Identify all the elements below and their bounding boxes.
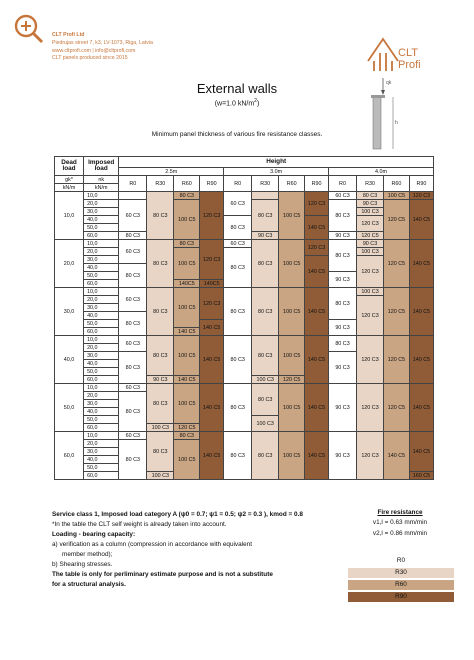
imposed-load-cell: 50,0	[84, 320, 119, 328]
thickness-cell: 80 C3	[119, 232, 147, 240]
thickness-cell: 90 C3	[357, 240, 384, 248]
thickness-cell: 80 C3	[147, 384, 174, 424]
header-class-r30: R30	[252, 176, 279, 192]
thickness-cell: 80 C3	[119, 264, 147, 288]
header-class-r90: R90	[200, 176, 224, 192]
thickness-cell: 80 C3	[252, 384, 279, 416]
thickness-cell: 120 C3	[357, 256, 384, 288]
wall-height-label: h	[395, 120, 398, 126]
thickness-cell: 80 C3	[119, 440, 147, 480]
note-disclaimer-2: for a structural analysis.	[52, 581, 126, 588]
dead-load-cell: 50,0	[55, 384, 84, 432]
imposed-load-cell: 60,0	[84, 424, 119, 432]
imposed-load-cell: 40,0	[84, 360, 119, 368]
page-subtitle	[0, 98, 474, 107]
fire-rate-2: v2,l = 0.86 mm/min	[372, 529, 428, 537]
legend-r90: R90	[348, 592, 454, 602]
thickness-cell: 80 C3	[329, 288, 357, 320]
header-class-r90: R90	[409, 176, 433, 192]
thickness-cell: 140 C5	[409, 240, 433, 288]
table-row	[55, 248, 434, 256]
logo-line-1: CLT	[398, 47, 418, 59]
unit-imposed: kN/m	[84, 184, 119, 192]
thickness-cell: 80 C3	[252, 200, 279, 232]
thickness-cell: 90 C3	[329, 384, 357, 432]
thickness-cell: 120 C3	[409, 192, 433, 200]
imposed-load-cell: 60,0	[84, 232, 119, 240]
thickness-cell: 100 C3	[252, 376, 279, 384]
thickness-cell: 80 C3	[252, 288, 279, 336]
thickness-cell: 80 C3	[224, 336, 252, 384]
header-dead-load: Dead load	[55, 157, 84, 176]
thickness-cell: 80 C3	[224, 432, 252, 480]
header-class-r30: R30	[147, 176, 174, 192]
dead-load-cell: 20,0	[55, 240, 84, 288]
header-class-r30: R30	[357, 176, 384, 192]
fire-resistance-legend	[340, 509, 460, 600]
brand-logo	[398, 47, 421, 71]
imposed-load-cell: 20,0	[84, 296, 119, 304]
imposed-load-cell: 30,0	[84, 256, 119, 264]
thickness-cell: 100 C5	[174, 336, 200, 376]
thickness-cell: 80 C3	[147, 288, 174, 336]
thickness-cell: 120 C3	[305, 240, 329, 256]
thickness-cell: 100 C5	[174, 200, 200, 240]
thickness-cell: 80 C3	[224, 248, 252, 288]
imposed-load-cell: 30,0	[84, 400, 119, 408]
thickness-cell: 120 C3	[357, 384, 384, 432]
thickness-cell: 90 C3	[329, 432, 357, 480]
company-web[interactable]: www.cltprofi.com | info@cltprofi.com	[52, 47, 136, 54]
thickness-cell: 120 C3	[200, 288, 224, 320]
thickness-cell: 140 C5	[409, 288, 433, 336]
thickness-cell: 140 C5	[305, 336, 329, 384]
imposed-load-cell: 30,0	[84, 352, 119, 360]
thickness-cell: 120 C3	[357, 432, 384, 480]
table-row	[55, 384, 434, 392]
header-class-r60: R60	[279, 176, 305, 192]
imposed-load-cell: 40,0	[84, 408, 119, 416]
thickness-cell: 80 C3	[252, 240, 279, 288]
imposed-load-cell: 50,0	[84, 416, 119, 424]
header-class-r60: R60	[384, 176, 410, 192]
thickness-cell: 160 C5	[409, 472, 433, 480]
imposed-load-cell: 10,0	[84, 240, 119, 248]
thickness-cell: 120 C5	[384, 288, 410, 336]
thickness-cell: 140 C5	[305, 288, 329, 336]
thickness-cell: 100 C5	[384, 192, 410, 200]
thickness-cell: 120 C5	[384, 240, 410, 288]
imposed-load-cell: 30,0	[84, 304, 119, 312]
note-service: Service class 1, Imposed load category A (ψ0 = 0.7; ψ1 = 0.5; ψ2 = 0.3 ), kmod = 0.8	[52, 511, 303, 518]
thickness-cell: 100 C5	[174, 384, 200, 424]
table-row	[55, 336, 434, 344]
thickness-cell: 100 C3	[357, 288, 384, 296]
thickness-cell: 90 C3	[252, 232, 279, 240]
header-dead-symbol: gk*	[55, 176, 84, 184]
thickness-cell: 60 C3	[119, 432, 147, 440]
thickness-cell: 140 C5	[305, 432, 329, 480]
thickness-cell: 140 C5	[174, 376, 200, 384]
thickness-cell: 60 C3	[119, 240, 147, 264]
thickness-cell	[119, 192, 147, 200]
thickness-cell: 120 C3	[357, 216, 384, 232]
table-description: Minimum panel thickness of various fire resistance classes.	[151, 131, 323, 138]
header-height-1: 2.5m	[119, 168, 224, 176]
company-name: CLT Profi Ltd	[52, 32, 85, 38]
thickness-cell: 140 C5	[305, 256, 329, 288]
wall-load-label: qk	[386, 80, 392, 86]
thickness-cell: 80 C3	[119, 392, 147, 432]
thickness-cell: 90 C3	[147, 376, 174, 384]
thickness-cell: 90 C3	[329, 320, 357, 336]
header-class-r60: R60	[174, 176, 200, 192]
thickness-cell: 140 C5	[409, 432, 433, 472]
thickness-cell: 80 C3	[174, 192, 200, 200]
thickness-cell: 80 C3	[147, 192, 174, 240]
thickness-cell: 60 C3	[329, 192, 357, 200]
table-row	[55, 192, 434, 200]
thickness-cell: 100 C3	[357, 248, 384, 256]
note-disclaimer-1: The table is only for perliminary estimate purpose and is not a substitute	[52, 571, 273, 578]
thickness-cell: 100 C3	[252, 416, 279, 432]
imposed-load-cell: 10,0	[84, 192, 119, 200]
thickness-cell: 80 C3	[329, 336, 357, 352]
header-imposed-symbol: nk	[84, 176, 119, 184]
imposed-load-cell: 60,0	[84, 280, 119, 288]
imposed-load-cell: 20,0	[84, 200, 119, 208]
imposed-load-cell: 60,0	[84, 472, 119, 480]
thickness-cell: 120 C3	[200, 240, 224, 280]
legend-r60: R60	[348, 580, 454, 590]
imposed-load-cell: 60,0	[84, 376, 119, 384]
thickness-cell: 140 C5	[305, 384, 329, 432]
table-row	[55, 240, 434, 248]
thickness-cell: 120 C5	[384, 384, 410, 432]
thickness-cell: 80 C3	[119, 352, 147, 384]
thickness-cell: 60 C3	[224, 192, 252, 216]
thickness-cell: 120 C5	[357, 232, 384, 240]
header-imposed-load: Imposed load	[84, 157, 119, 176]
thickness-cell: 80 C3	[147, 240, 174, 288]
thickness-cell: 80 C3	[252, 432, 279, 480]
subtitle-exponent: 2	[254, 98, 257, 104]
header-class-r90: R90	[305, 176, 329, 192]
note-a: a) verification as a column (compression in accordance with equivalent	[52, 541, 252, 548]
thickness-cell: 140 C5	[200, 336, 224, 384]
thickness-cell: 80 C3	[147, 432, 174, 472]
thickness-cell: 140 C5	[200, 320, 224, 336]
imposed-load-cell: 40,0	[84, 456, 119, 464]
thickness-cell: 140 C5	[305, 216, 329, 240]
thickness-cell: 80 C3	[252, 336, 279, 376]
header-class-r0: R0	[224, 176, 252, 192]
thickness-cell: 100 C5	[279, 336, 305, 376]
thickness-cell: 100 C5	[174, 248, 200, 280]
notes	[52, 510, 303, 590]
thickness-cell: 90 C3	[357, 200, 384, 208]
note-b: b) Shearing stresses.	[52, 561, 113, 568]
subtitle-prefix: (w=1.0 kN/m	[214, 100, 255, 108]
thickness-cell: 120 C5	[279, 376, 305, 384]
thickness-cell: 80 C3	[119, 312, 147, 336]
thickness-cell: 60 C3	[119, 384, 147, 392]
thickness-cell: 90 C3	[329, 232, 357, 240]
unit-dead: kN/m	[55, 184, 84, 192]
thickness-cell: 60 C3	[224, 240, 252, 248]
thickness-cell: 100 C5	[279, 240, 305, 288]
thickness-cell: 60 C3	[119, 288, 147, 312]
thickness-cell: 120 C5	[384, 200, 410, 240]
thickness-cell: 140 C5	[384, 432, 410, 480]
thickness-cell: 140 C5	[200, 432, 224, 480]
imposed-load-cell: 50,0	[84, 368, 119, 376]
imposed-load-cell: 40,0	[84, 216, 119, 224]
company-address: Piedrujas street 7, k3, LV-1073, Riga, Latvia	[52, 39, 153, 46]
thickness-cell: 60 C3	[119, 200, 147, 232]
header-class-r0: R0	[329, 176, 357, 192]
imposed-load-cell: 20,0	[84, 248, 119, 256]
imposed-load-cell: 60,0	[84, 328, 119, 336]
thickness-cell	[252, 192, 279, 200]
thickness-cell: 120 C3	[200, 192, 224, 240]
table-row	[55, 216, 434, 224]
thickness-cell: 80 C3	[224, 288, 252, 336]
imposed-load-cell: 20,0	[84, 344, 119, 352]
thickness-cell: 80 C3	[329, 240, 357, 272]
dead-load-cell: 30,0	[55, 288, 84, 336]
header-height: Height	[119, 157, 434, 168]
header-class-r0: R0	[119, 176, 147, 192]
thickness-cell: 80 C3	[224, 384, 252, 432]
thickness-table	[54, 156, 434, 480]
thickness-cell: 120 C3	[357, 296, 384, 336]
thickness-cell: 80 C3	[357, 192, 384, 200]
thickness-cell: 100 C3	[147, 424, 174, 432]
header-height-3: 4.0m	[329, 168, 434, 176]
imposed-load-cell: 50,0	[84, 464, 119, 472]
header-height-2: 3.0m	[224, 168, 329, 176]
thickness-cell: 60 C3	[119, 336, 147, 352]
imposed-load-cell: 10,0	[84, 384, 119, 392]
dead-load-cell: 60,0	[55, 432, 84, 480]
legend-r0: R0	[348, 556, 454, 566]
company-info	[52, 32, 153, 63]
note-selfweight: *In the table the CLT self weight is already taken into account.	[52, 521, 227, 528]
note-loading: Loading - bearing capacity:	[52, 531, 136, 538]
imposed-load-cell: 50,0	[84, 224, 119, 232]
thickness-cell: 140 C5	[200, 384, 224, 432]
thickness-cell: 80 C3	[147, 336, 174, 376]
thickness-cell: 140 C5	[409, 200, 433, 240]
thickness-cell: 80 C3	[224, 216, 252, 240]
imposed-load-cell: 30,0	[84, 448, 119, 456]
imposed-load-cell: 10,0	[84, 336, 119, 344]
zoom-icon[interactable]	[14, 14, 44, 44]
thickness-cell: 100 C3	[357, 208, 384, 216]
thickness-cell: 100 C5	[279, 432, 305, 480]
thickness-cell: 140 C5	[409, 336, 433, 384]
note-a2: member method);	[62, 551, 113, 558]
thickness-cell: 80 C3	[174, 240, 200, 248]
thickness-cell: 120 C5	[384, 336, 410, 384]
thickness-cell: 120 C3	[305, 192, 329, 216]
logo-line-2: Profi	[398, 59, 421, 71]
imposed-load-cell: 40,0	[84, 312, 119, 320]
table-row	[55, 432, 434, 440]
thickness-cell: 120 C3	[357, 336, 384, 384]
legend-r30: R30	[348, 568, 454, 578]
company-since: CLT panels produced since 2015	[52, 55, 128, 62]
imposed-load-cell: 20,0	[84, 440, 119, 448]
thickness-cell: 140C5	[174, 280, 200, 288]
fire-heading: Fire resistance	[377, 509, 423, 516]
table-row	[55, 288, 434, 296]
thickness-cell: 100 C5	[279, 192, 305, 240]
thickness-cell: 80 C3	[174, 432, 200, 440]
dead-load-cell: 10,0	[55, 192, 84, 240]
thickness-cell: 90 C3	[329, 352, 357, 384]
imposed-load-cell: 10,0	[84, 288, 119, 296]
subtitle-suffix: )	[256, 100, 260, 108]
thickness-cell: 100 C5	[279, 384, 305, 432]
fire-rate-1: v1,l = 0.63 mm/min	[372, 519, 428, 526]
thickness-cell: 140 C5	[409, 384, 433, 432]
thickness-cell: 100 C3	[147, 472, 174, 480]
imposed-load-cell: 20,0	[84, 392, 119, 400]
imposed-load-cell: 10,0	[84, 432, 119, 440]
page-title: External walls	[196, 81, 278, 96]
thickness-cell: 100 C5	[279, 288, 305, 336]
thickness-cell: 90 C3	[329, 272, 357, 288]
thickness-cell: 100 C5	[174, 440, 200, 480]
dead-load-cell: 40,0	[55, 336, 84, 384]
imposed-load-cell: 40,0	[84, 264, 119, 272]
thickness-cell: 120 C5	[174, 424, 200, 432]
imposed-load-cell: 50,0	[84, 272, 119, 280]
imposed-load-cell: 30,0	[84, 208, 119, 216]
thickness-cell: 140 C5	[174, 328, 200, 336]
thickness-cell: 100 C5	[174, 288, 200, 328]
thickness-cell: 80 C3	[329, 200, 357, 232]
thickness-cell: 140C5	[200, 280, 224, 288]
